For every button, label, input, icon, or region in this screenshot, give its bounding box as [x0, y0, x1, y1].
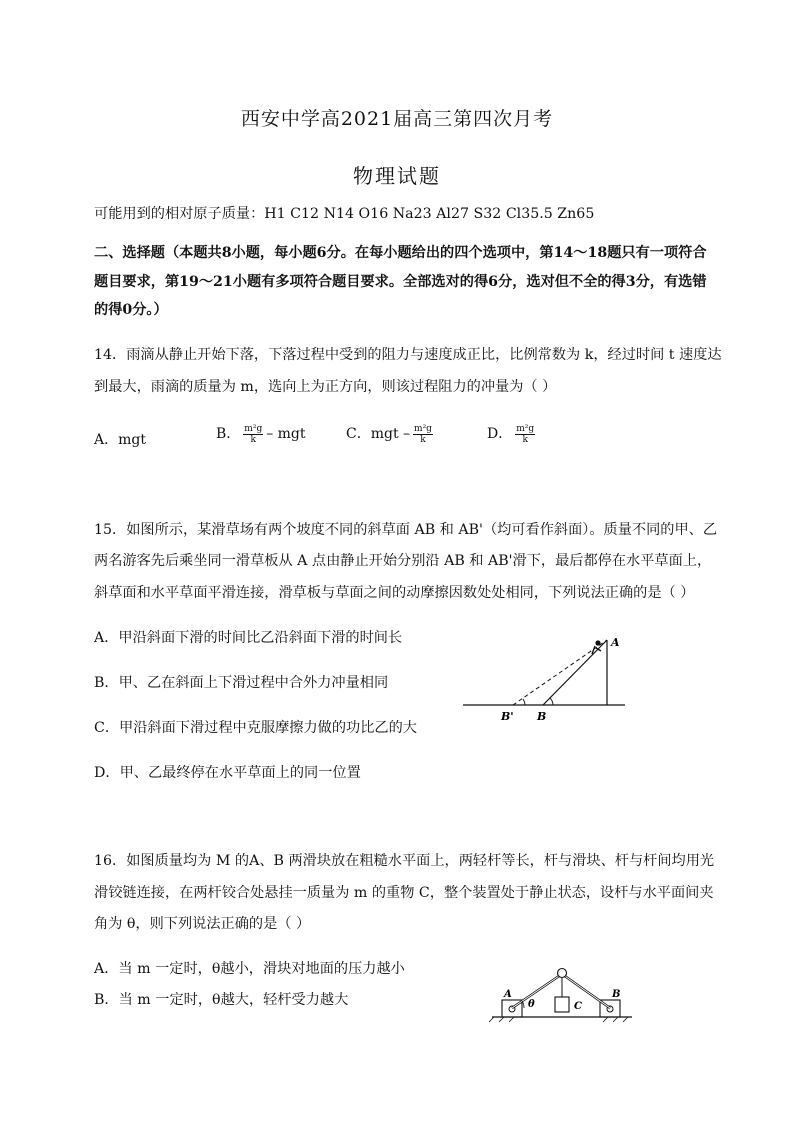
ground-hatch: [623, 1017, 628, 1022]
q14-option-d: [487, 423, 538, 445]
q15-option-a: A．甲沿斜面下滑的时间比乙沿斜面下滑的时间长: [94, 630, 403, 646]
label-c: C: [574, 1001, 582, 1012]
q14-option-c-prefix: C．mgt –: [346, 426, 411, 442]
q15-stem-line-3: 斜草面和水平草面平滑连接，滑草板与草面之间的动摩擦因数处处相同，下列说法正确的是（ ）: [94, 585, 695, 601]
hinge-top: [558, 969, 567, 978]
label-theta: θ: [528, 999, 535, 1010]
fraction-numerator: m²g: [244, 423, 263, 434]
fraction-numerator: m²g: [516, 423, 535, 434]
fraction: [243, 424, 263, 445]
q14-stem-line-1: 14．雨滴从静止开始下落，下落过程中受到的阻力与速度成正比，比例常数为 k，经过时间 t 速度达: [94, 347, 722, 363]
q16-option-a: A．当 m 一定时，θ越小，滑块对地面的压力越小: [94, 961, 405, 977]
subject-title: 物理试题: [353, 164, 441, 188]
section-heading-line-1: 二、选择题（本题共8小题，每小题6分。在每小题给出的四个选项中，第14～18题只有一项符合: [94, 245, 707, 261]
q16-option-b: B．当 m 一定时，θ越大，轻杆受力越大: [94, 992, 349, 1008]
q15-stem-line-1: 15．如图所示，某滑草场有两个坡度不同的斜草面 AB 和 AB'（均可看作斜面）。质量不同的甲、乙: [94, 522, 718, 538]
angle-arc: [523, 699, 525, 705]
label-b: B: [612, 989, 621, 1000]
label-b: B: [537, 710, 547, 723]
ground-hatch: [509, 1017, 514, 1022]
q16-stem-line-2: 滑铰链连接，在两杆铰合处悬挂一质量为 m 的重物 C，整个装置处于静止状态，设杆与水平面间夹: [94, 885, 714, 901]
ground-hatch: [499, 1017, 504, 1022]
fraction-numerator: m²g: [414, 423, 432, 434]
fraction-denominator: k: [522, 434, 528, 445]
q15-option-c: C．甲沿斜面下滑过程中克服摩擦力做的功比乙的大: [94, 720, 417, 736]
label-a: A: [611, 636, 620, 649]
q14-option-c: [346, 423, 436, 445]
exam-title: 西安中学高2021届高三第四次月考: [240, 108, 554, 130]
ground-hatch: [603, 1017, 608, 1022]
q16-stem-line-3: 角为 θ，则下列说法正确的是（ ）: [94, 916, 311, 932]
atomic-masses: 可能用到的相对原子质量：H1 C12 N14 O16 Na23 Al27 S32 Cl35.5 Zn65: [94, 206, 595, 222]
section-heading-line-3: 的得0分。）: [94, 302, 168, 318]
q15-option-b: B．甲、乙在斜面上下滑过程中合外力冲量相同: [94, 675, 389, 691]
fraction: [515, 424, 535, 445]
q14-option-a: A．mgt: [94, 432, 146, 448]
q16-stem-line-1: 16．如图质量均为 M 的A、B 两滑块放在粗糙水平面上，两轻杆等长，杆与滑块、杆与杆间均用光: [94, 853, 715, 869]
q14-option-b-suffix: – mgt: [266, 426, 306, 442]
slope-diagram: [455, 630, 635, 724]
label-b-prime: B': [501, 710, 514, 723]
q15-stem-line-2: 两名游客先后乘坐同一滑草板从 A 点由静止开始分别沿 AB 和 AB'滑下，最后都停在水平草面上，: [94, 553, 712, 569]
slope-ab: [543, 640, 607, 705]
fraction-denominator: k: [250, 434, 256, 445]
skier-icon: [595, 640, 600, 645]
q15-option-d: D．甲、乙最终停在水平草面上的同一位置: [94, 765, 361, 781]
q14-option-b-prefix: B．: [216, 426, 241, 442]
section-heading-line-2: 题目要求，第19～21小题有多项符合题目要求。全部选对的得6分，选对但不全的得3分，有选错: [94, 274, 707, 290]
weight-c: [555, 997, 569, 1012]
slider-rod-diagram: [488, 962, 636, 1024]
ground-hatch: [489, 1017, 494, 1022]
q14-option-b: [216, 423, 306, 445]
angle-arc: [550, 698, 553, 705]
fraction-denominator: k: [420, 434, 426, 445]
fraction: [413, 424, 433, 445]
q14-option-d-prefix: D．: [487, 426, 513, 442]
q14-stem-line-2: 到最大，雨滴的质量为 m，选向上为正方向，则该过程阻力的冲量为（ ）: [94, 379, 557, 395]
ground-hatch: [613, 1017, 618, 1022]
label-a: A: [504, 989, 512, 1000]
